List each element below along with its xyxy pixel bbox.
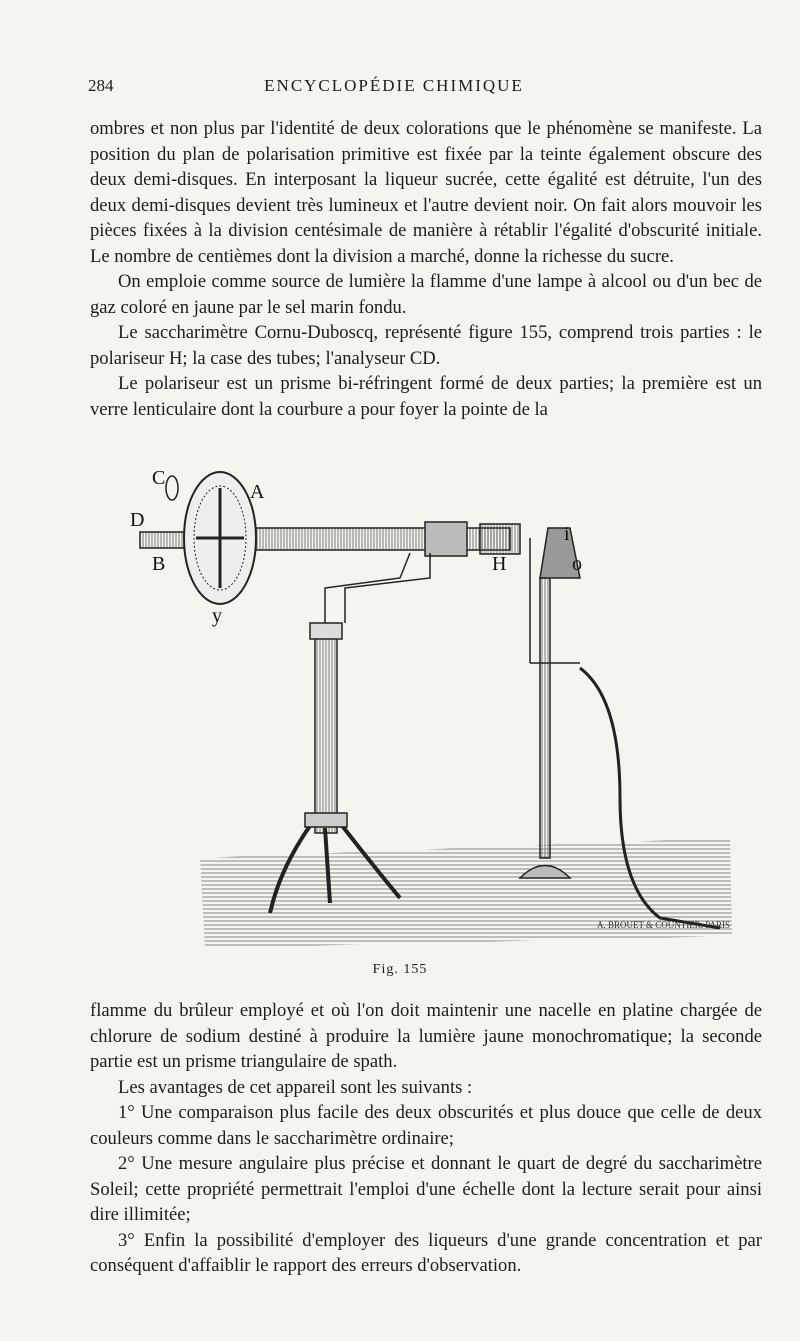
figure-caption: Fig. 155 [372,962,428,977]
page-number: 284 [88,76,114,95]
engraver-credit: A. BROUET & COUNTIER. PARIS [596,920,730,930]
list-item: 1° Une comparaison plus facile des deux obscurités et plus douce que celle de deux couleurs comme dans le saccharimètre ordinaire; [90,1102,762,1149]
paragraph: ombres et non plus par l'identité de deux colorations que le phénomène se manifeste. La position du plan de polarisation primitive est fixée par la teinte également obscure des deux demi-disques. En interposant la liqueur sucrée, cette égalité est détruite, l'un des deux demi-disques devient très lumineux et l'autre devient noir. On fait alors mouvoir les pièces fixées à la division centésimale de manière à rétablir l'égalité d'obscurité initiale. Le nombre de centièmes dont la division a marché, donne la richesse du sucre. [90,118,762,267]
paragraph: Le polariseur est un prisme bi-réfringent formé de deux parties; la première est un verre lenticulaire dont la courbure a pour foyer la pointe de la [90,373,762,420]
label-A: A [250,481,265,503]
label-y: y [212,605,222,627]
text-after-figure [90,998,762,1279]
paragraph: Les avantages de cet appareil sont les suivants : [118,1076,473,1098]
running-header [88,76,760,100]
label-o: o [572,553,582,575]
label-H: H [492,553,507,575]
label-B: B [152,553,166,575]
ground-shading [200,838,732,948]
list-item: 2° Une mesure angulaire plus précise et donnant le quart de degré du saccharimètre Soleil; cette propriété permettrait l'emploi d'une échelle dont la lecture serait pour ainsi dire illimitée; [90,1153,762,1225]
list-item: 3° Enfin la possibilité d'employer des liqueurs d'une grande concentration et par conséquent d'affaiblir le rapport des erreurs d'observation. [90,1229,762,1276]
label-D: D [130,509,145,531]
paragraph: Le saccharimètre Cornu-Duboscq, représenté figure 155, comprend trois parties : le polariseur H; la case des tubes; l'analyseur CD. [90,322,762,369]
text-before-figure [90,116,762,422]
paragraph: flamme du brûleur employé et où l'on doit maintenir une nacelle en platine chargée de chlorure de sodium destiné à produire la lumière jaune monochromatique; la seconde partie est un prisme triangulaire de spath. [90,1000,762,1072]
saccharimeter-engraving [100,458,750,958]
running-title: ENCYCLOPÉDIE CHIMIQUE [264,76,524,95]
paragraph: On emploie comme source de lumière la flamme d'une lampe à alcool ou d'un bec de gaz coloré en jaune par le sel marin fondu. [90,271,762,318]
label-C: C [152,467,166,489]
label-i: i [564,523,570,545]
